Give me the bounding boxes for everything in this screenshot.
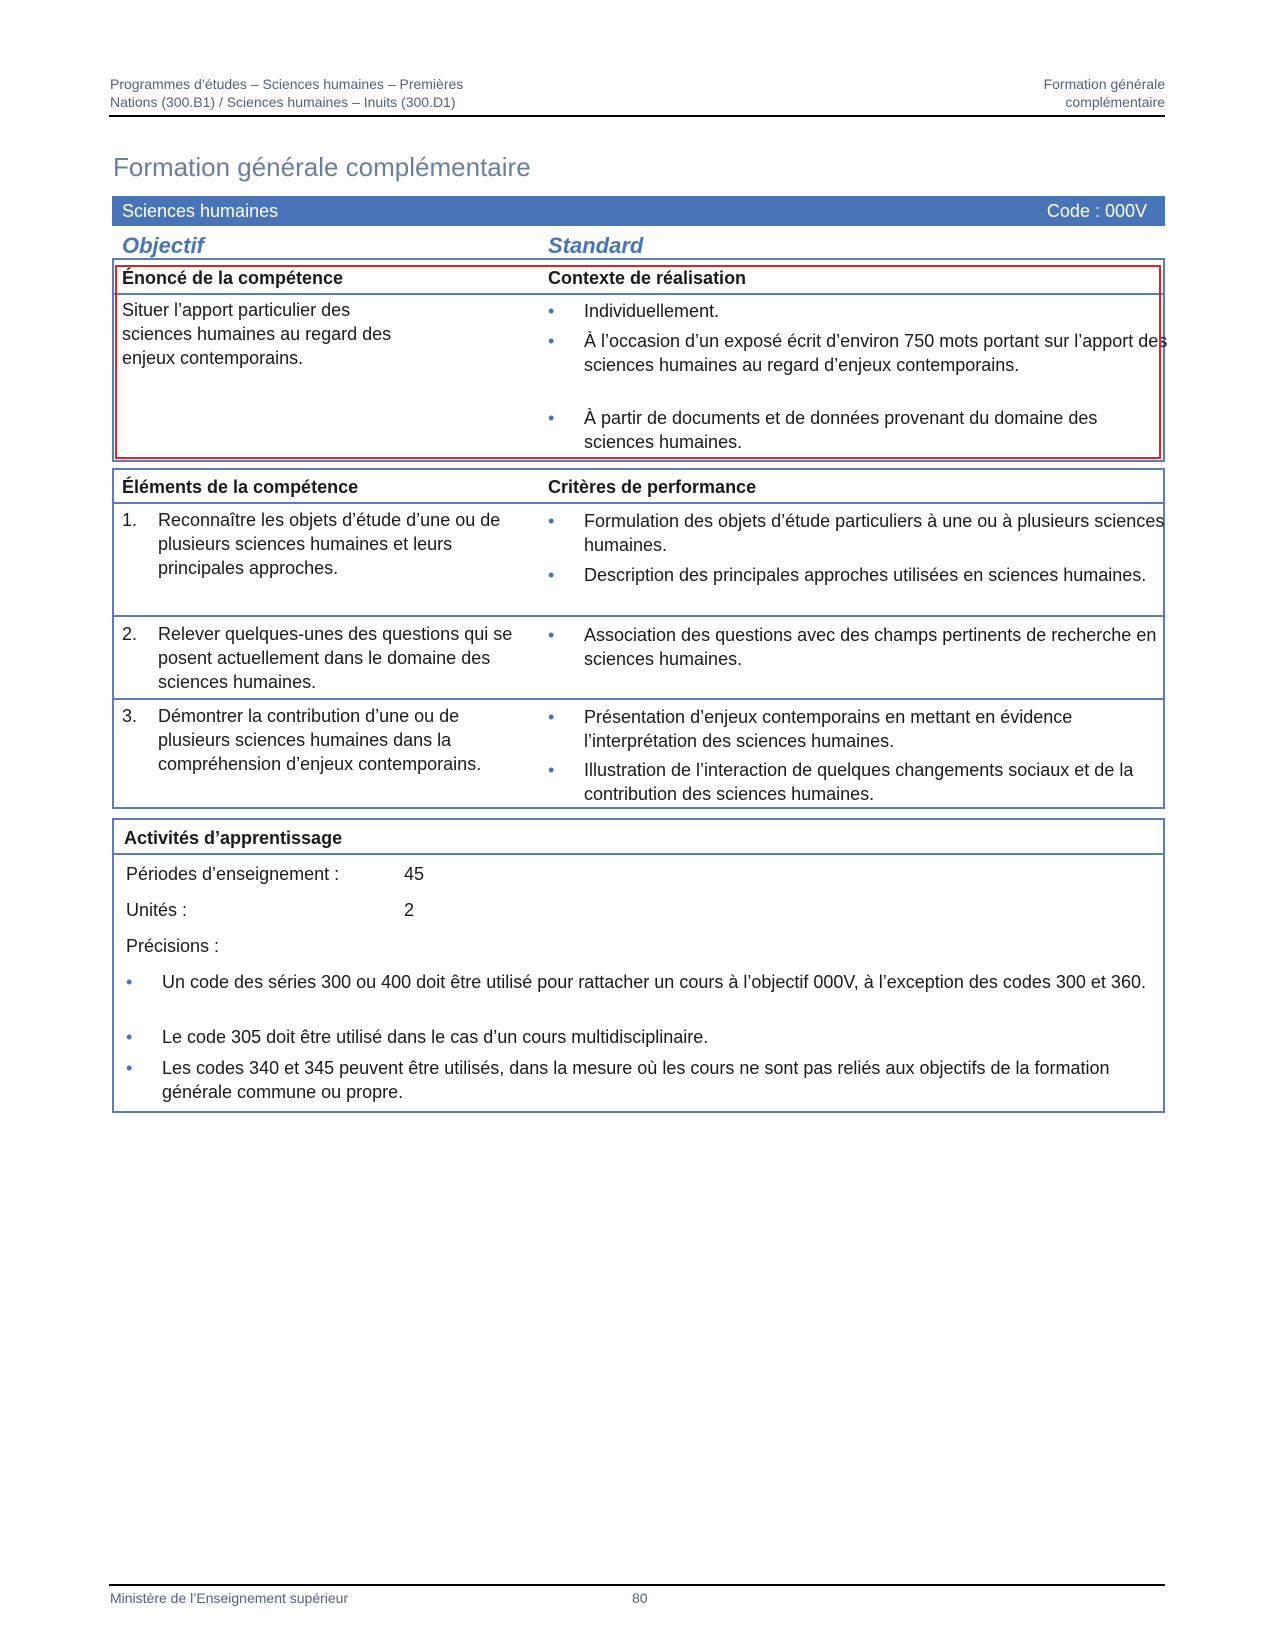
element-number: 2.	[122, 624, 138, 644]
unites-value: 2	[404, 900, 415, 920]
periodes-label: Périodes d’enseignement :	[126, 864, 340, 884]
element-item	[122, 704, 522, 776]
standard-label: Standard	[548, 233, 644, 258]
element-text: Relever quelques-unes des questions qui se posent actuellement dans le domaine des sciences humaines.	[158, 624, 513, 692]
element-item	[122, 622, 522, 694]
page-title: Formation générale complémentaire	[113, 152, 531, 182]
critere-item: • Formulation des objets d’étude particuliers à une ou à plusieurs sciences humaines.	[548, 509, 1170, 557]
critere-item: • Description des principales approches utilisées en sciences humaines.	[548, 563, 1170, 587]
precisions-label: Précisions :	[126, 936, 220, 956]
enonce-header: Énoncé de la compétence	[122, 268, 344, 288]
element-number: 3.	[122, 706, 138, 726]
row-divider	[114, 698, 1163, 700]
footer-ministry: Ministère de l’Enseignement supérieur	[110, 1590, 349, 1606]
header-divider	[114, 502, 1163, 504]
element-text: Démontrer la contribution d’une ou de plusieurs sciences humaines dans la compréhension d’enjeux contemporains.	[158, 706, 482, 774]
element-item	[122, 508, 522, 580]
discipline-name: Sciences humaines	[122, 201, 279, 221]
row-divider	[114, 615, 1163, 617]
criteres-header: Critères de performance	[548, 477, 757, 497]
critere-item: • Association des questions avec des champs pertinents de recherche en sciences humaines.	[548, 623, 1170, 671]
element-number: 1.	[122, 510, 138, 530]
header-divider	[114, 853, 1163, 855]
element-text: Reconnaître les objets d’étude d’une ou de plusieurs sciences humaines et leurs principales approches.	[158, 510, 501, 578]
objectif-label: Objectif	[122, 233, 204, 258]
contexte-item: • Individuellement.	[548, 299, 1170, 323]
enonce-text: Situer l’apport particulier des sciences humaines au regard des enjeux contemporains.	[122, 300, 392, 368]
header-section-line2: complémentaire	[1065, 94, 1165, 110]
elements-box	[112, 468, 1165, 809]
course-code: Code : 000V	[1046, 201, 1147, 221]
critere-item: • Illustration de l’interaction de quelques changements sociaux et de la contribution des sciences humaines.	[548, 758, 1170, 806]
footer-rule	[109, 1584, 1165, 1586]
activites-box	[112, 818, 1165, 1113]
activites-header: Activités d’apprentissage	[124, 828, 343, 848]
header-title-line1: Programmes d’études – Sciences humaines – Premières	[110, 76, 464, 92]
discipline-bar	[112, 196, 1165, 226]
contexte-item: • À l’occasion d’un exposé écrit d’environ 750 mots portant sur l’apport des sciences humaines au regard d’enjeux contemporains.	[548, 329, 1170, 377]
precision-item: • Un code des séries 300 ou 400 doit être utilisé pour rattacher un cours à l’objectif 000V, à l’exception des codes 300 et 360.	[126, 970, 1162, 994]
contexte-header: Contexte de réalisation	[548, 268, 747, 288]
header-title-line2: Nations (300.B1) / Sciences humaines – Inuits (300.D1)	[110, 94, 456, 110]
unites-label: Unités :	[126, 900, 188, 920]
elements-header: Éléments de la compétence	[122, 477, 359, 497]
header-rule	[109, 115, 1165, 117]
header-section-line1: Formation générale	[1043, 76, 1165, 92]
critere-item: • Présentation d’enjeux contemporains en mettant en évidence l’interprétation des sciences humaines.	[548, 705, 1170, 753]
competence-highlight	[115, 265, 1161, 459]
page-number: 80	[632, 1590, 648, 1606]
periodes-value: 45	[404, 864, 425, 884]
precision-item: • Les codes 340 et 345 peuvent être utilisés, dans la mesure où les cours ne sont pas reliés aux objectifs de la formation générale commune ou propre.	[126, 1056, 1162, 1104]
precision-item: • Le code 305 doit être utilisé dans le cas d’un cours multidisciplinaire.	[126, 1025, 1162, 1049]
contexte-item: • À partir de documents et de données provenant du domaine des sciences humaines.	[548, 406, 1170, 454]
